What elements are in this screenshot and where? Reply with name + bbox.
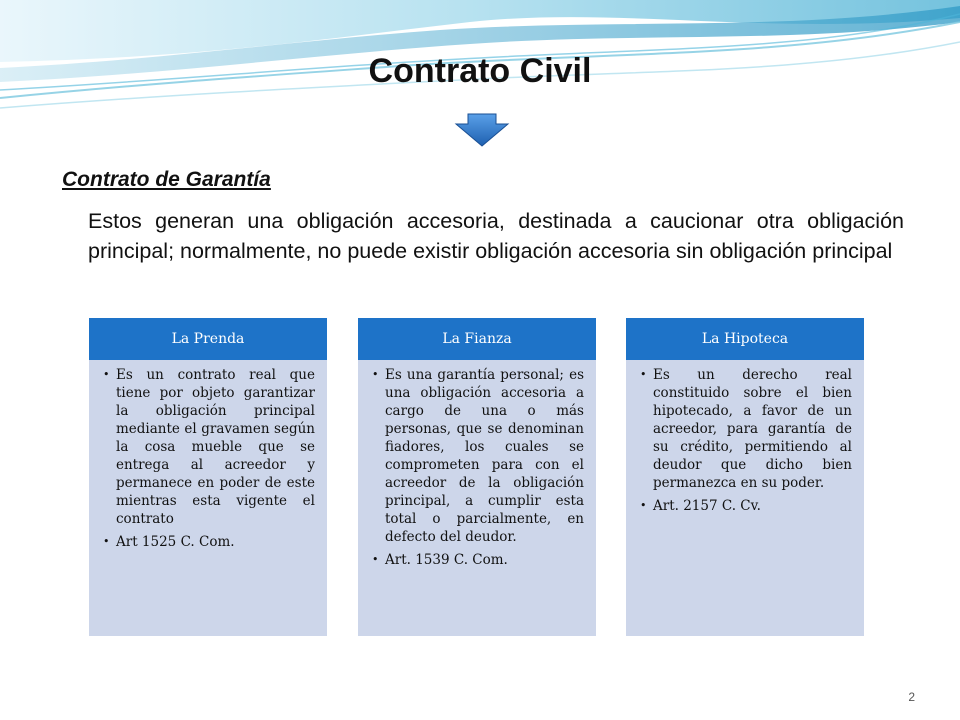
- bullet-text: Es un derecho real constituido sobre el bien hipotecado, a favor de un acreedor, para garantía de su crédito, permitiendo al deudor que dicho bien permanezca en su poder.: [653, 367, 852, 491]
- card-content: [626, 360, 864, 636]
- bullet-list: [640, 366, 852, 515]
- bullet-icon: •: [372, 553, 379, 566]
- page-number: 2: [908, 690, 915, 704]
- card-hipoteca: [626, 318, 864, 636]
- card-prenda: [89, 318, 327, 636]
- slide-title: Contrato Civil: [368, 52, 592, 90]
- bullet-text: Art. 1539 C. Com.: [385, 552, 508, 568]
- list-item: [640, 366, 852, 492]
- card-heading: La Fianza: [358, 318, 596, 360]
- section-subtitle: Contrato de Garantía: [62, 168, 271, 191]
- bullet-text: Art. 2157 C. Cv.: [653, 498, 761, 514]
- bullet-list: [103, 366, 315, 551]
- down-arrow-icon: [454, 112, 510, 148]
- bullet-text: Es un contrato real que tiene por objeto garantizar la obligación principal mediante el gravamen según la cosa mueble que se entrega al acreedor y permanece en poder de este mientras esta vigente el contrato: [116, 367, 315, 527]
- card-fianza: [358, 318, 596, 636]
- card-heading: La Prenda: [89, 318, 327, 360]
- card-content: [358, 360, 596, 636]
- list-item: [372, 551, 584, 569]
- bullet-icon: •: [103, 535, 110, 548]
- bullet-list: [372, 366, 584, 569]
- bullet-icon: •: [372, 368, 379, 381]
- bullet-text: Es una garantía personal; es una obligación accesoria a cargo de una o más personas, que se denominan fiadores, los cuales se comprometen para con el acreedor de la obligación principal, a cumplir esta total o parcialmente, en defecto del deudor.: [385, 367, 584, 545]
- card-content: [89, 360, 327, 636]
- body-paragraph: Estos generan una obligación accesoria, destinada a caucionar otra obligación principal; normalmente, no puede existir obligación accesoria sin obligación principal: [88, 209, 904, 263]
- bullet-icon: •: [103, 368, 110, 381]
- bullet-icon: •: [640, 499, 647, 512]
- bullet-text: Art 1525 C. Com.: [116, 534, 235, 550]
- list-item: [372, 366, 584, 546]
- list-item: [103, 366, 315, 528]
- list-item: [640, 497, 852, 515]
- card-heading: La Hipoteca: [626, 318, 864, 360]
- list-item: [103, 533, 315, 551]
- bullet-icon: •: [640, 368, 647, 381]
